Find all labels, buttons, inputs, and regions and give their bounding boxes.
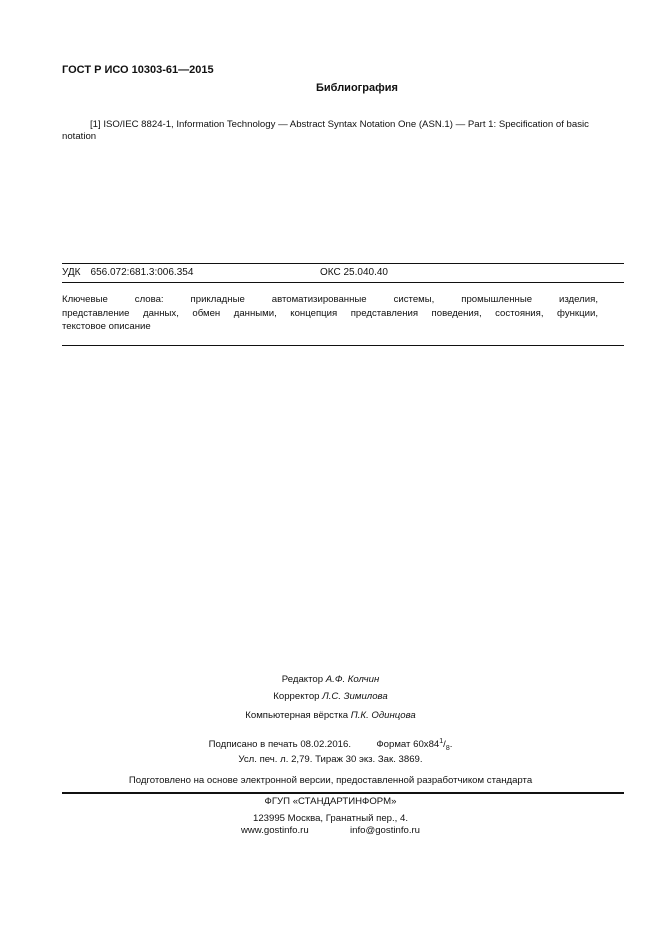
editor-line (0, 674, 661, 685)
udk-divider (62, 282, 624, 283)
email-link: info@gostinfo.ru (350, 825, 421, 836)
udk-label: УДК (62, 267, 81, 278)
format-numerator: 1 (439, 738, 444, 745)
layout-label: Компьютерная вёрстка (245, 710, 349, 721)
bibliography-entry (62, 119, 622, 143)
document-code: ГОСТ Р ИСО 10303-61—2015 (62, 64, 214, 76)
print-sheets: Усл. печ. л. 2,79. Тираж 30 экз. Зак. 3869. (238, 754, 423, 765)
publisher-name: ФГУП «СТАНДАРТИНФОРМ» (264, 796, 397, 807)
keywords-divider (62, 345, 624, 346)
corrector-label: Корректор (273, 691, 320, 702)
udk-block (62, 267, 193, 278)
format-label: Формат 60x84 (376, 739, 440, 751)
layout-name: П.К. Одинцова (350, 710, 416, 721)
keywords-line1: Ключевые слова: прикладные автоматизированные системы, промышленные изделия, (62, 294, 598, 305)
editor-label: Редактор (281, 674, 324, 685)
bibliography-entry-line2: notation (62, 131, 97, 142)
layout-line (0, 710, 661, 721)
corrector-line (0, 691, 661, 702)
prepared-note: Подготовлено на основе электронной версии, предоставленной разработчиком стандарта (128, 775, 533, 786)
editor-name: А.Ф. Колчин (325, 674, 380, 685)
publisher-address: 123995 Москва, Гранатный пер., 4. (253, 813, 408, 824)
contacts-line (0, 825, 661, 836)
format-denominator: 8 (445, 745, 450, 753)
corrector-name: Л.С. Зимилова (322, 691, 388, 702)
keywords-line2: представление данных, обмен данными, концепция представления поведения, состояния, функции, (62, 307, 598, 319)
website-link: www.gostinfo.ru (240, 825, 309, 836)
oks-code: ОКС 25.040.40 (320, 267, 388, 278)
keywords-line3: текстовое описание (62, 321, 151, 332)
bibliography-entry-line1: [1] ISO/IEC 8824-1, Information Technology — Abstract Syntax Notation One (ASN.1) — Part 1: Specification of basic (90, 119, 589, 130)
format-tail: . (449, 739, 453, 751)
signed-line: Подписано в печать 08.02.2016. Формат $60x84^1/_8$. (208, 738, 453, 753)
top-divider (62, 263, 624, 264)
section-title: Библиография (316, 82, 398, 94)
signed-text: Подписано в печать 08.02.2016. (208, 739, 352, 751)
colophon-divider (62, 792, 624, 794)
keywords-block (62, 293, 598, 334)
udk-code: 656.072:681.3:006.354 (90, 267, 194, 278)
